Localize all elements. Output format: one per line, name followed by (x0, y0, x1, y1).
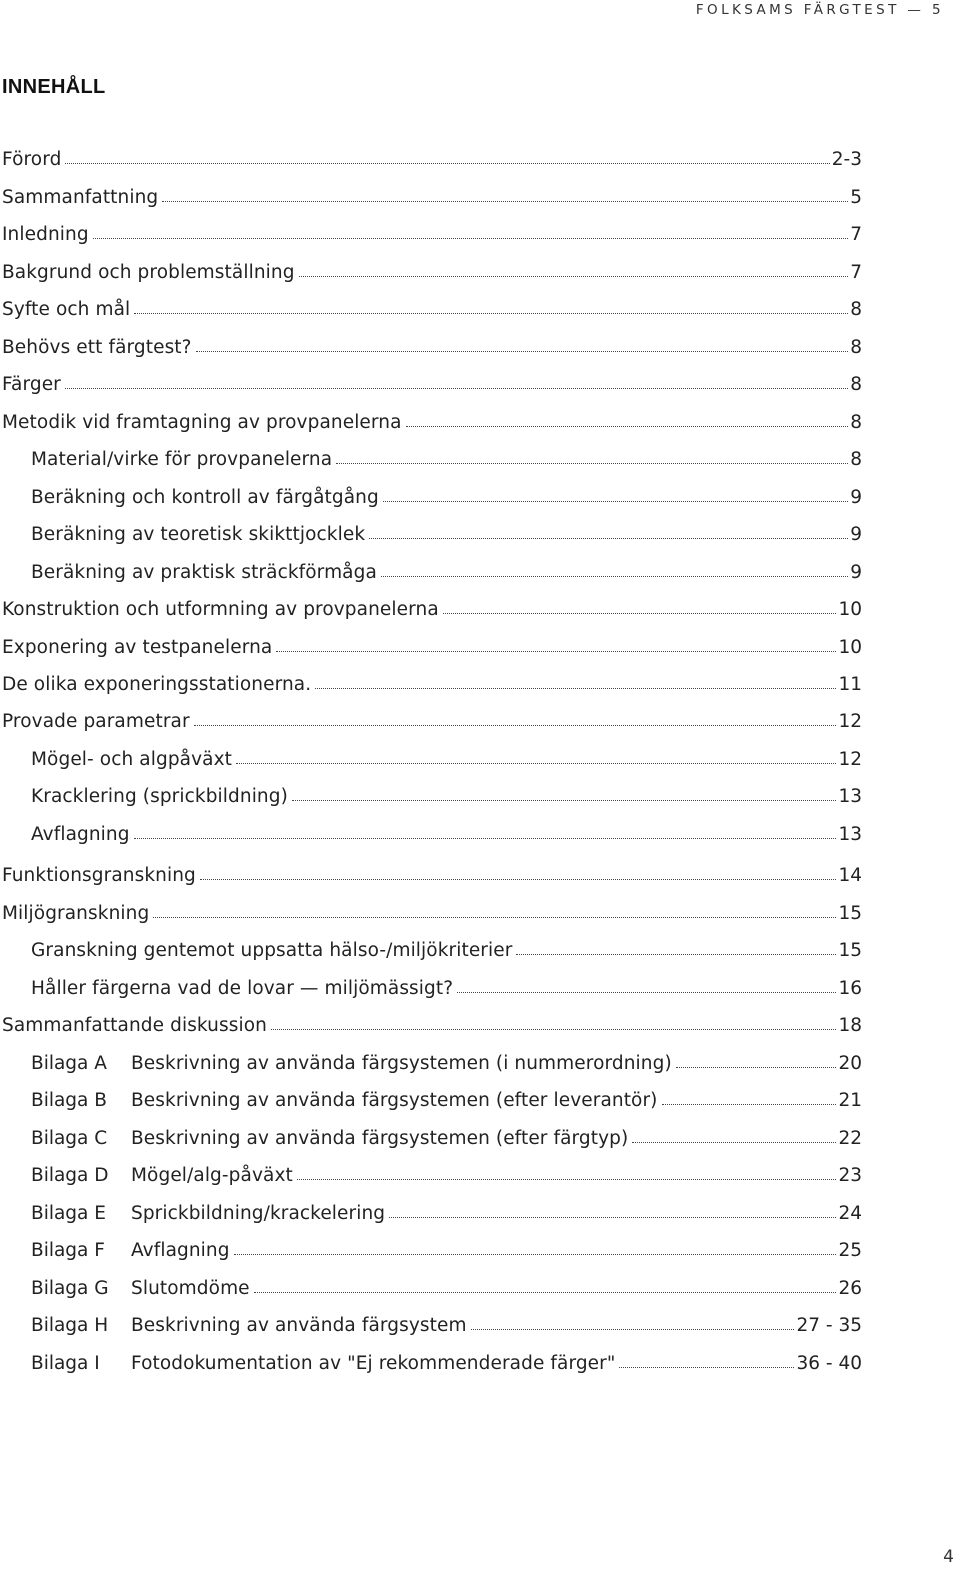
dot-leader (299, 262, 849, 277)
dot-leader (315, 674, 836, 689)
dot-leader (471, 1315, 795, 1330)
toc-page-ref: 2-3 (831, 149, 862, 170)
dot-leader (389, 1203, 836, 1218)
toc-page-ref: 21 (838, 1090, 862, 1111)
dot-leader (406, 412, 849, 427)
toc-entry-title: Förord (2, 149, 62, 170)
appendix-entry (31, 1312, 862, 1340)
dot-leader (153, 903, 836, 918)
toc-entry-title: Mögel- och algpåväxt (31, 749, 232, 770)
toc-entry (2, 708, 862, 736)
toc-entry-title: Konstruktion och utformning av provpanelerna (2, 599, 439, 620)
toc-entry-title: Sammanfattande diskussion (2, 1015, 267, 1036)
dot-leader (200, 865, 837, 880)
toc-page-ref: 15 (838, 903, 862, 924)
appendix-entry (31, 1050, 862, 1078)
toc-entry (31, 446, 862, 474)
toc-entry-title: Slutomdöme (131, 1278, 250, 1299)
dot-leader (632, 1128, 836, 1143)
toc-page-ref: 18 (838, 1015, 862, 1036)
page-title: INNEHÅLL (2, 76, 106, 98)
toc-entry-title: Färger (2, 374, 61, 395)
toc-entry (2, 1012, 862, 1040)
toc-page-ref: 25 (838, 1240, 862, 1261)
dot-leader (134, 824, 837, 839)
toc-entry-title: Provade parametrar (2, 711, 190, 732)
toc-page-ref: 9 (850, 562, 862, 583)
toc-page-ref: 9 (850, 487, 862, 508)
toc-entry (2, 900, 862, 928)
toc-entry-title: Funktionsgranskning (2, 865, 196, 886)
dot-leader (65, 374, 848, 389)
toc-entry (31, 559, 862, 587)
dot-leader (234, 1240, 837, 1255)
appendix-code: Bilaga E (31, 1203, 106, 1224)
dot-leader (134, 299, 848, 314)
toc-page-ref: 8 (850, 449, 862, 470)
toc-entry-title: Beräkning av praktisk sträckförmåga (31, 562, 377, 583)
toc-entry-title: Mögel/alg-påväxt (131, 1165, 293, 1186)
toc-entry (31, 484, 862, 512)
toc-entry-title: Fotodokumentation av "Ej rekommenderade färger" (131, 1353, 616, 1374)
toc-entry-title: Sammanfattning (2, 187, 159, 208)
appendix-entry (31, 1200, 862, 1228)
toc-page-ref: 8 (850, 299, 862, 320)
toc-entry-title: Beskrivning av använda färgsystemen (efter leverantör) (131, 1090, 658, 1111)
dot-leader (457, 978, 836, 993)
dot-leader (383, 487, 848, 502)
toc-entry (2, 259, 862, 287)
dot-leader (443, 599, 837, 614)
dot-leader (196, 337, 849, 352)
toc-entry (2, 184, 862, 212)
dot-leader (271, 1015, 836, 1030)
toc-entry-title: Miljögranskning (2, 903, 150, 924)
dot-leader (194, 711, 837, 726)
dot-leader (381, 562, 848, 577)
dot-leader (162, 187, 848, 202)
toc-entry (31, 746, 862, 774)
toc-page-ref: 15 (838, 940, 862, 961)
appendix-code: Bilaga G (31, 1278, 109, 1299)
running-header: FOLKSAMS FÄRGTEST — 5 (695, 2, 944, 18)
toc-page-ref: 27 - 35 (796, 1315, 862, 1336)
toc-entry-title: Metodik vid framtagning av provpanelerna (2, 412, 402, 433)
dot-leader (254, 1278, 837, 1293)
toc-entry-title: Beräkning av teoretisk skikttjocklek (31, 524, 366, 545)
toc-page-ref: 22 (838, 1128, 862, 1149)
toc-entry (2, 409, 862, 437)
page-number: 4 (943, 1547, 954, 1567)
toc-page-ref: 14 (838, 865, 862, 886)
toc-page-ref: 11 (838, 674, 862, 695)
toc-entry (2, 371, 862, 399)
dot-leader (516, 940, 836, 955)
toc-entry (2, 862, 862, 890)
toc-entry (31, 521, 862, 549)
appendix-entry (31, 1162, 862, 1190)
dot-leader (619, 1353, 794, 1368)
toc-page-ref: 9 (850, 524, 862, 545)
appendix-entry (31, 1125, 862, 1153)
toc-entry (2, 334, 862, 362)
toc-page-ref: 8 (850, 374, 862, 395)
dot-leader (276, 637, 836, 652)
appendix-entry (31, 1237, 862, 1265)
toc-entry-title: Beskrivning av använda färgsystemen (i nummerordning) (131, 1053, 672, 1074)
toc-entry (2, 221, 862, 249)
toc-entry-title: Beräkning och kontroll av färgåtgång (31, 487, 379, 508)
dot-leader (676, 1053, 837, 1068)
toc-page-ref: 23 (838, 1165, 862, 1186)
toc-entry-title: Beskrivning av använda färgsystemen (efter färgtyp) (131, 1128, 629, 1149)
toc-entry (2, 146, 862, 174)
toc-entry-title: Håller färgerna vad de lovar — miljömässigt? (31, 978, 454, 999)
toc-entry (31, 783, 862, 811)
toc-page-ref: 10 (838, 599, 862, 620)
appendix-code: Bilaga F (31, 1240, 105, 1261)
toc-entry-title: Avflagning (131, 1240, 230, 1261)
toc-page-ref: 8 (850, 337, 862, 358)
dot-leader (297, 1165, 837, 1180)
appendix-code: Bilaga D (31, 1165, 109, 1186)
toc-page-ref: 7 (850, 224, 862, 245)
toc-page-ref: 10 (838, 637, 862, 658)
dot-leader (292, 786, 837, 801)
toc-page-ref: 7 (850, 262, 862, 283)
dot-leader (236, 749, 836, 764)
appendix-code: Bilaga I (31, 1353, 100, 1374)
toc-page-ref: 36 - 40 (796, 1353, 862, 1374)
toc-entry-title: De olika exponeringsstationerna. (2, 674, 312, 695)
dot-leader (369, 524, 848, 539)
toc-entry-title: Exponering av testpanelerna (2, 637, 273, 658)
toc-page-ref: 13 (838, 824, 862, 845)
toc-page-ref: 20 (838, 1053, 862, 1074)
toc-entry-title: Inledning (2, 224, 89, 245)
toc-page-ref: 8 (850, 412, 862, 433)
toc-entry-title: Syfte och mål (2, 299, 131, 320)
toc-entry-title: Kracklering (sprickbildning) (31, 786, 288, 807)
appendix-code: Bilaga C (31, 1128, 108, 1149)
toc-entry-title: Sprickbildning/krackelering (131, 1203, 386, 1224)
appendix-code: Bilaga H (31, 1315, 109, 1336)
toc-entry-title: Beskrivning av använda färgsystem (131, 1315, 467, 1336)
toc-entry-title: Avflagning (31, 824, 130, 845)
toc-page-ref: 12 (838, 711, 862, 732)
toc-entry-title: Material/virke för provpanelerna (31, 449, 333, 470)
toc-entry (31, 937, 862, 965)
toc-page-ref: 12 (838, 749, 862, 770)
appendix-entry (31, 1350, 862, 1378)
toc-entry (2, 671, 862, 699)
dot-leader (65, 149, 829, 164)
dot-leader (93, 224, 849, 239)
toc-page-ref: 5 (850, 187, 862, 208)
appendix-entry (31, 1087, 862, 1115)
toc-entry (31, 975, 862, 1003)
toc-entry (2, 596, 862, 624)
dot-leader (662, 1090, 837, 1105)
toc-entry-title: Behövs ett färgtest? (2, 337, 192, 358)
toc-page-ref: 16 (838, 978, 862, 999)
toc-page-ref: 26 (838, 1278, 862, 1299)
toc-entry (2, 634, 862, 662)
toc-entry (2, 296, 862, 324)
toc-entry-title: Granskning gentemot uppsatta hälso-/miljökriterier (31, 940, 513, 961)
toc-page-ref: 24 (838, 1203, 862, 1224)
toc-entry (31, 821, 862, 849)
appendix-code: Bilaga B (31, 1090, 107, 1111)
toc-page-ref: 13 (838, 786, 862, 807)
appendix-code: Bilaga A (31, 1053, 107, 1074)
dot-leader (336, 449, 848, 464)
appendix-entry (31, 1275, 862, 1303)
toc-entry-title: Bakgrund och problemställning (2, 262, 295, 283)
